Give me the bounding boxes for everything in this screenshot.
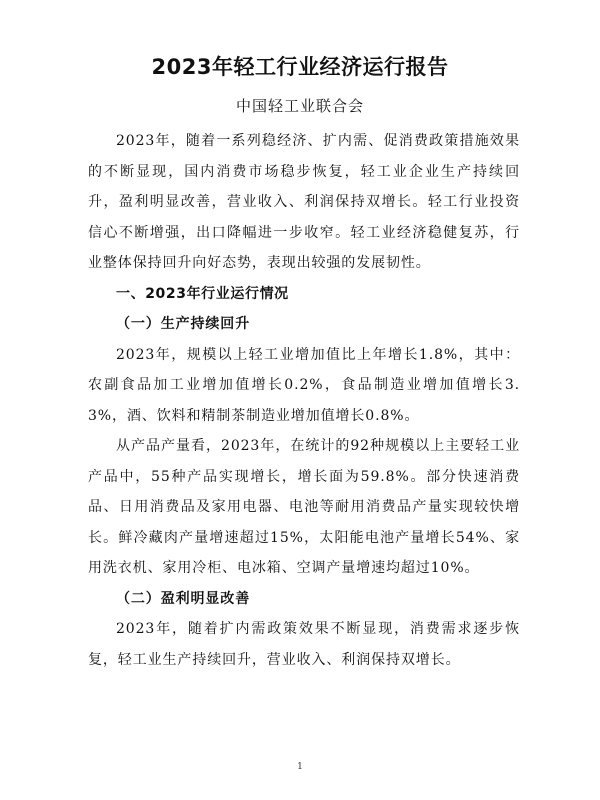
subsection-heading: （二）盈利明显改善	[116, 590, 251, 607]
document-organization: 中国轻工业联合会	[235, 97, 364, 115]
body-paragraph: 2023年，规模以上轻工业增加值比上年增长1.8%，其中：农副食品加工业增加值增长0.2%，食品制造业增加值增长3.3%，酒、饮料和精制茶制造业增加值增长0.8%。	[88, 346, 520, 424]
body-paragraph: 2023年，随着扩内需政策效果不断显现，消费需求逐步恢复，轻工业生产持续回升，营业收入、利润保持双增长。	[88, 621, 520, 668]
section-heading: 一、2023年行业运行情况	[116, 285, 289, 302]
intro-paragraph: 2023年，随着一系列稳经济、扩内需、促消费政策措施效果的不断显现，国内消费市场稳步恢复，轻工业企业生产持续回升，盈利明显改善，营业收入、利润保持双增长。轻工行业投资信心不断增强，出口降幅进一步收窄。轻工业经济稳健复苏，行业整体保持回升向好态势，表现出较强的发展韧性。	[88, 133, 520, 271]
body-paragraph: 从产品产量看，2023年，在统计的92种规模以上主要轻工业产品中，55种产品实现增长，增长面为59.8%。部分快速消费品、日用消费品及家用电器、电池等耐用消费品产量实现较快增长。鲜冷藏肉产量增速超过15%，太阳能电池产量增长54%、家用洗衣机、家用冷柜、电冰箱、空调产量增速均超过10%。	[88, 438, 520, 576]
subsection-heading: （一）生产持续回升	[116, 316, 251, 332]
document-title: 2023年轻工行业经济运行报告	[151, 55, 449, 79]
document-body	[88, 126, 520, 675]
page-number: 1	[297, 762, 303, 772]
